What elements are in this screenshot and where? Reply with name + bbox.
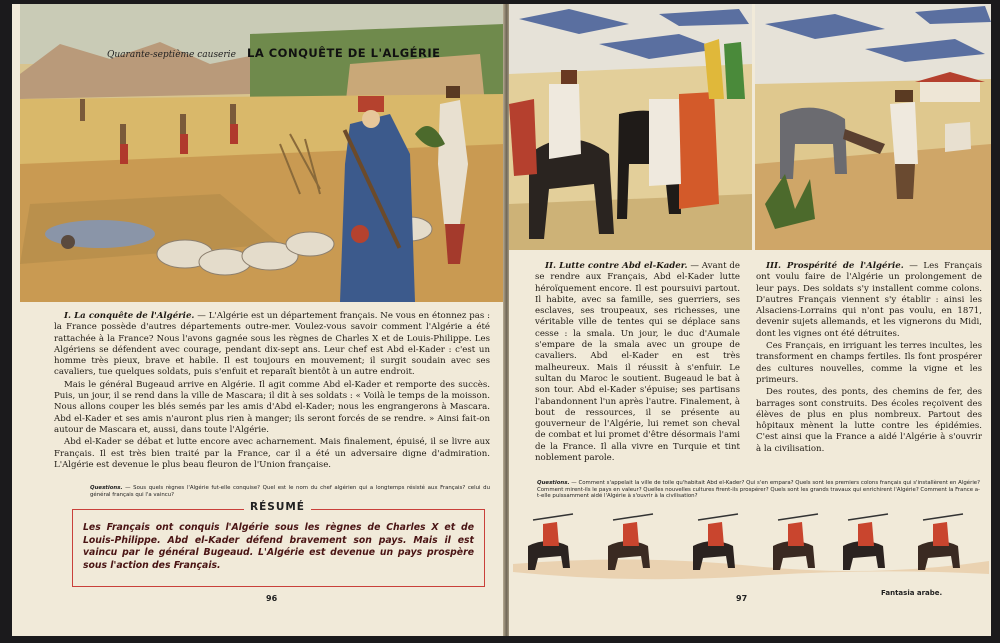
summary-title: RÉSUMÉ [244, 501, 311, 513]
summary-text: Les Français ont conquis l'Algérie sous les règnes de Charles X et de Louis-Philippe. Abd el-Kader défend bravement son pays. Mais il est vaincu par le général Bugeaud. L'Algérie est devenue un pays prospère sous l'action des Français. [83, 522, 474, 571]
colonists-illustration [755, 4, 991, 250]
questions-label: Questions. [90, 485, 123, 491]
section-paragraph [54, 311, 490, 379]
section-heading: I. La conquête de l'Algérie. [64, 311, 195, 321]
right-page [509, 4, 991, 636]
questions-text: — Comment s'appelait la ville de toile qu'habitait Abd el-Kader? Qui s'en empara? Quels sont les premiers colons français qui s'installèrent en Algérie? Comment mirent-ils le pays en valeur? Quelles nouvelles cultures firent-ils prospérer? Quels sont les grands travaux qui enrichirent l'Algérie? Comment la France a-t-elle puissamment aidé l'Algérie à s'ouvrir à la civilisation? [537, 480, 980, 500]
section-abd-el-kader [535, 261, 740, 465]
illustration-caption: Fantasia arabe. [881, 589, 943, 597]
summary-box [72, 509, 485, 587]
questions-block [90, 485, 490, 498]
section-conquest [54, 311, 490, 472]
left-page [12, 4, 504, 636]
riders-frieze-drawing [513, 506, 989, 586]
lesson-number: Quarante-septième causerie [107, 50, 236, 60]
lesson-header [107, 42, 497, 64]
questions-label: Questions. [537, 480, 570, 486]
fantasia-frieze-illustration [513, 506, 989, 586]
smala-scene-drawing [509, 4, 752, 250]
section-paragraph: Mais le général Bugeaud arrive en Algérie. Il agit comme Abd el-Kader et remporte des succès. Puis, un jour, il se rend dans la ville de Mascara; il dit à ses soldats : « Voilà le temps de la moisson. Nous allons couper les blés semés par les amis d'Abd el-Kader; nous les engrangerons à Mascara. Abd el-Kader et ses amis n'auront plus rien à manger; ils seront forcés de se rendre. » Ainsi fait-on autour de Mascara et, aussi, dans toute l'Algérie. [54, 379, 490, 435]
section-heading: II. Lutte contre Abd el-Kader. [545, 261, 688, 271]
section-paragraph: Abd el-Kader se débat et lutte encore avec acharnement. Mais finalement, épuisé, il se livre aux Français. Il est très bien traité par la France, car il a été un adversaire digne d'admiration. L'Algérie est devenue le plus beau fleuron de l'Union française. [54, 437, 490, 470]
section-paragraph [535, 261, 740, 464]
section-heading: III. Prospérité de l'Algérie. [766, 261, 904, 271]
smala-illustration [509, 4, 752, 250]
page-number: 97 [736, 594, 748, 603]
section-prosperity [756, 261, 982, 456]
questions-text: — Sous quels règnes l'Algérie fut-elle conquise? Quel est le nom du chef algérien qui a longtemps résisté aux Français? celui du général français qui l'a vaincu? [90, 485, 491, 498]
page-number: 96 [266, 594, 278, 603]
colonists-scene-drawing [755, 4, 991, 250]
paragraph-text: — L'Algérie est un département français. Ne vous en étonnez pas : la France possède d'autres départements outre-mer. Voulez-vous savoir comment l'Algérie a été rattachée à la France? Nous l'avons gagnée sous les règnes de Charles X et de Louis-Philippe. Les Algériens se défendent avec courage, pendant dix-sept ans. Leur chef est Abd el-Kader : c'est un homme très pieux, brave et habile. Il est toujours en mouvement; il surgit soudain avec ses cavaliers, tue quelques soldats, puis s'enfuit et reparaît bientôt à un autre endroit. [54, 311, 491, 378]
section-paragraph: Ces Français, en irriguant les terres incultes, les transforment en champs fertiles. Ils font prospérer des cultures nouvelles, comme la vigne et les primeurs. [756, 341, 982, 385]
page-title: LA CONQUÊTE DE L'ALGÉRIE [247, 46, 441, 60]
paragraph-text: — Avant de se rendre aux Français, Abd el-Kader lutte héroïquement encore. Il est poursuivi partout. Il habite, avec sa famille, ses guerriers, ses esclaves, ses troupeaux, ses richesses, une véritable ville de tentes qui se déplace sans cesse : la smala. Un jour, le duc d'Aumale s'empare de la smala avec un groupe de cavaliers. Abd el-Kader en est très malheureux. Mais il réussit à s'enfuir. Le sultan du Maroc le soutient. Bugeaud le bat à son tour. Abd el-Kader s'épuise; ses partisans l'abandonnent l'un après l'autre. Finalement, à bout de ressources, il se présente au gouverneur de l'Algérie, lui remet son cheval de combat et lui promet d'être désormais l'ami de la France. Il alla vivre en Turquie et tint noblement parole. [535, 261, 741, 464]
paragraph-text: — Les Français ont voulu faire de l'Algérie un prolongement de leur pays. Des soldats s'y installent comme colons. D'autres Français viennent s'y établir : ainsi les Alsaciens-Lorrains qui n'ont pas voulu, en 1871, devenir sujets allemands, et les vignerons du Midi, dont les vignes ont été détruites. [756, 261, 982, 339]
section-paragraph [756, 261, 982, 340]
section-paragraph: Des routes, des ponts, des chemins de fer, des barrages sont construits. Des écoles reçoivent des élèves de plus en plus nombreux. Partout des hôpitaux mènent la lutte contre les épidémies. C'est ainsi que la France a aidé l'Algérie à s'ouvrir à la civilisation. [756, 387, 982, 454]
questions-block [537, 480, 980, 500]
